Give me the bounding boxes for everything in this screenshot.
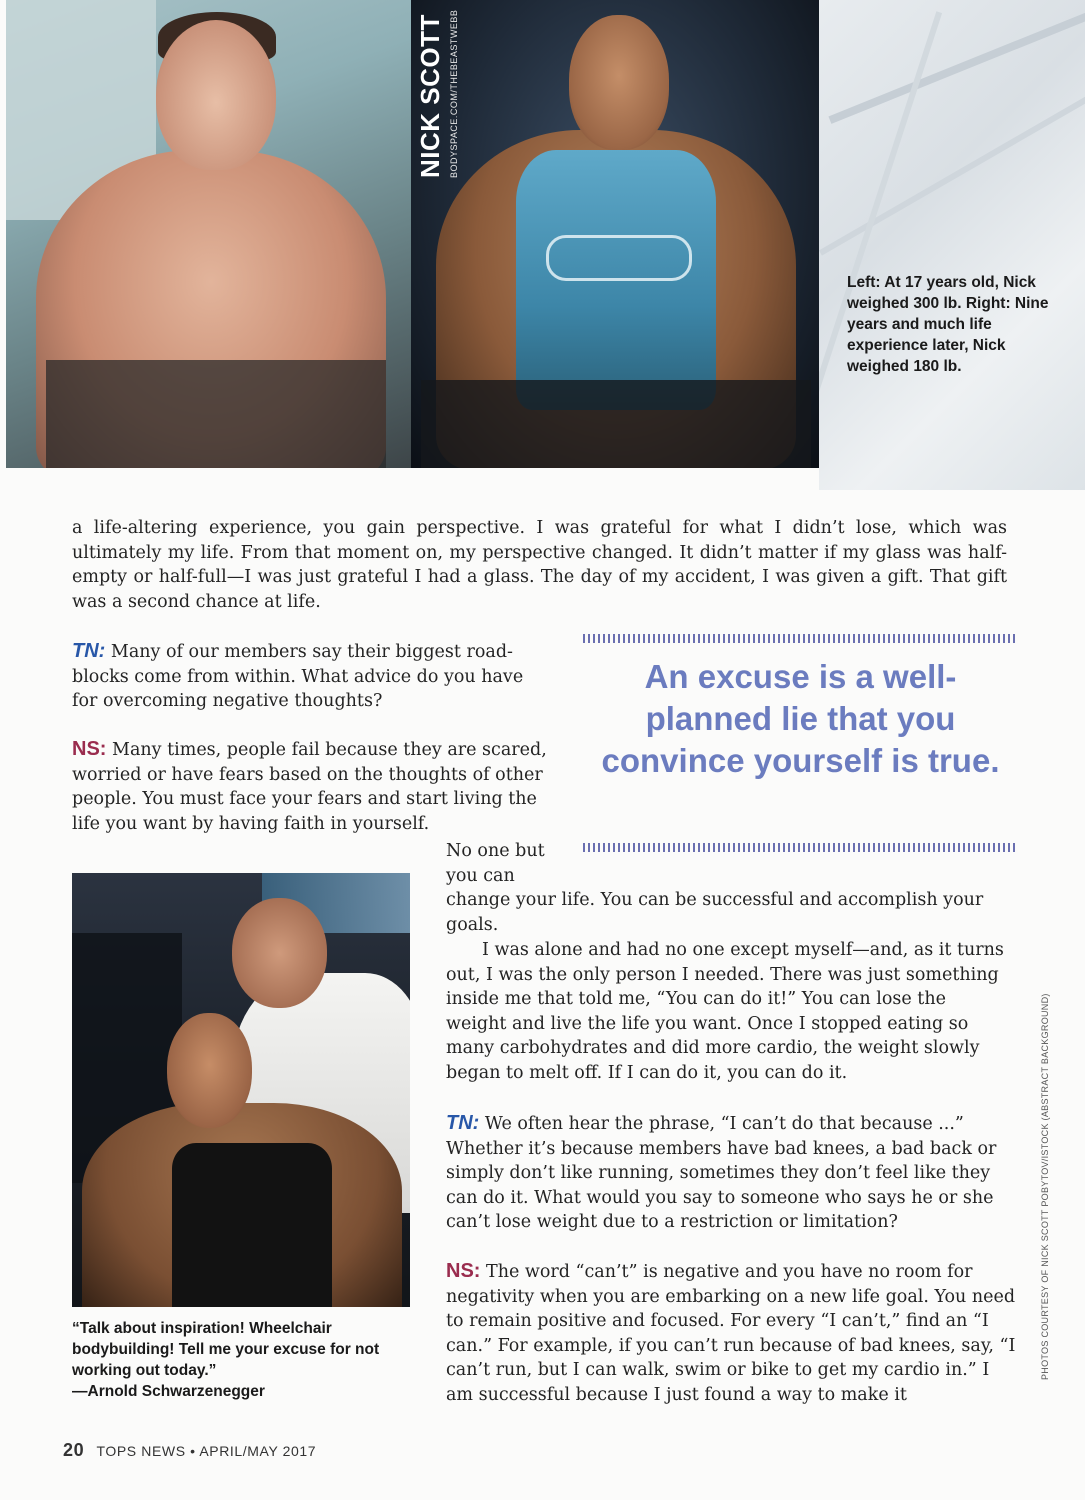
pull-quote-rule-bottom	[583, 843, 1018, 852]
wheelchair	[46, 360, 386, 468]
answer-2-text: The word “can’t” is negative and you have no room for negativity when you are embarking on a new life goal. You need to remain positive and focused. For every “I can’t,” find an “I can.” For example, if you can’t run because of bad knees, say, “I can’t run, but I can walk, swim or bike to get my cardio in.” I am successful because I just found a way to make it	[446, 1262, 1016, 1405]
tank-logo	[546, 235, 692, 281]
photo-credit-vertical	[415, 8, 475, 188]
arnold-photo	[72, 873, 410, 1307]
pull-quote-rule-top	[583, 634, 1018, 643]
page-number: 20	[63, 1440, 85, 1460]
beam-decoration	[819, 90, 1085, 255]
tn-label: TN:	[446, 1112, 480, 1134]
head-figure	[167, 1013, 252, 1128]
arnold-photo-caption	[72, 1318, 392, 1402]
beam-decoration	[828, 4, 1085, 124]
ns-label: NS:	[72, 738, 107, 760]
head-figure	[569, 15, 669, 150]
head-figure	[232, 898, 327, 1008]
publication-line: TOPS NEWS • APRIL/MAY 2017	[96, 1443, 317, 1459]
answer-1-continued: No one but you can	[446, 841, 545, 886]
question-1-text: Many of our members say their biggest road-blocks come from within. What advice do you have for overcoming negative thoughts?	[72, 642, 524, 712]
intro-paragraph: a life-altering experience, you gain perspective. I was grateful for what I didn’t lose, which was ultimately my life. From that moment on, my perspective changed. It didn’t matter if my glass was half-empty or half-full—I was just grateful I had a glass. The day of my accident, I was given a gift. That gift was a second chance at life.	[72, 518, 1007, 612]
answer-2	[446, 1259, 1021, 1408]
abstract-background	[819, 0, 1085, 490]
black-tank-top	[172, 1143, 332, 1307]
before-photo	[6, 0, 411, 468]
question-2	[446, 1111, 1011, 1235]
pull-quote: An excuse is a well-planned lie that you convince yourself is true.	[601, 658, 1000, 779]
page-footer	[63, 1440, 316, 1461]
answer-1-paragraph-2: I was alone and had no one except myself—and, as it turns out, I was the only person I needed. There was just something inside me that told me, “You can do it!” You can lose the weight and live the life you want. Once I stopped eating so many carbohydrates and did more cardio, the weight slowly began to melt off. If I can do it, you can do it.	[446, 940, 1004, 1083]
answer-1-text: Many times, people fail because they are scared, worried or have fears based on the thoughts of other people. You must face your fears and start living the life you want by having faith in yourself.	[72, 740, 547, 834]
top-photo-caption: Left: At 17 years old, Nick weighed 300 lb. Right: Nine years and much life experience later, Nick weighed 180 lb.	[847, 274, 1049, 375]
credit-name: NICK SCOTT	[415, 14, 445, 178]
question-1	[72, 639, 542, 714]
caption-attribution: —Arnold Schwarzenegger	[72, 1383, 265, 1400]
credit-url: BODYSPACE.COM/THEBEASTWEBB	[449, 9, 459, 178]
question-2-text: We often hear the phrase, “I can’t do that because ...” Whether it’s because members have bad knees, a bad back or simply don’t like running, sometimes they don’t feel like they can do it. What would you say to someone who says he or she can’t lose weight due to a restriction or limitation?	[446, 1114, 997, 1233]
photo-credits-vertical: PHOTOS COURTESY OF NICK SCOTT POBYTOV/ISTOCK (ABSTRACT BACKGROUND)	[1040, 993, 1050, 1380]
wheelchair	[421, 380, 811, 468]
answer-1	[72, 737, 552, 836]
ns-label: NS:	[446, 1260, 481, 1282]
caption-quote: “Talk about inspiration! Wheelchair bodybuilding! Tell me your excuse for not working out today.”	[72, 1320, 380, 1379]
answer-1-continued-2: change your life. You can be successful and accomplish your goals.	[446, 890, 984, 935]
tn-label: TN:	[72, 640, 106, 662]
head-figure	[156, 20, 276, 170]
